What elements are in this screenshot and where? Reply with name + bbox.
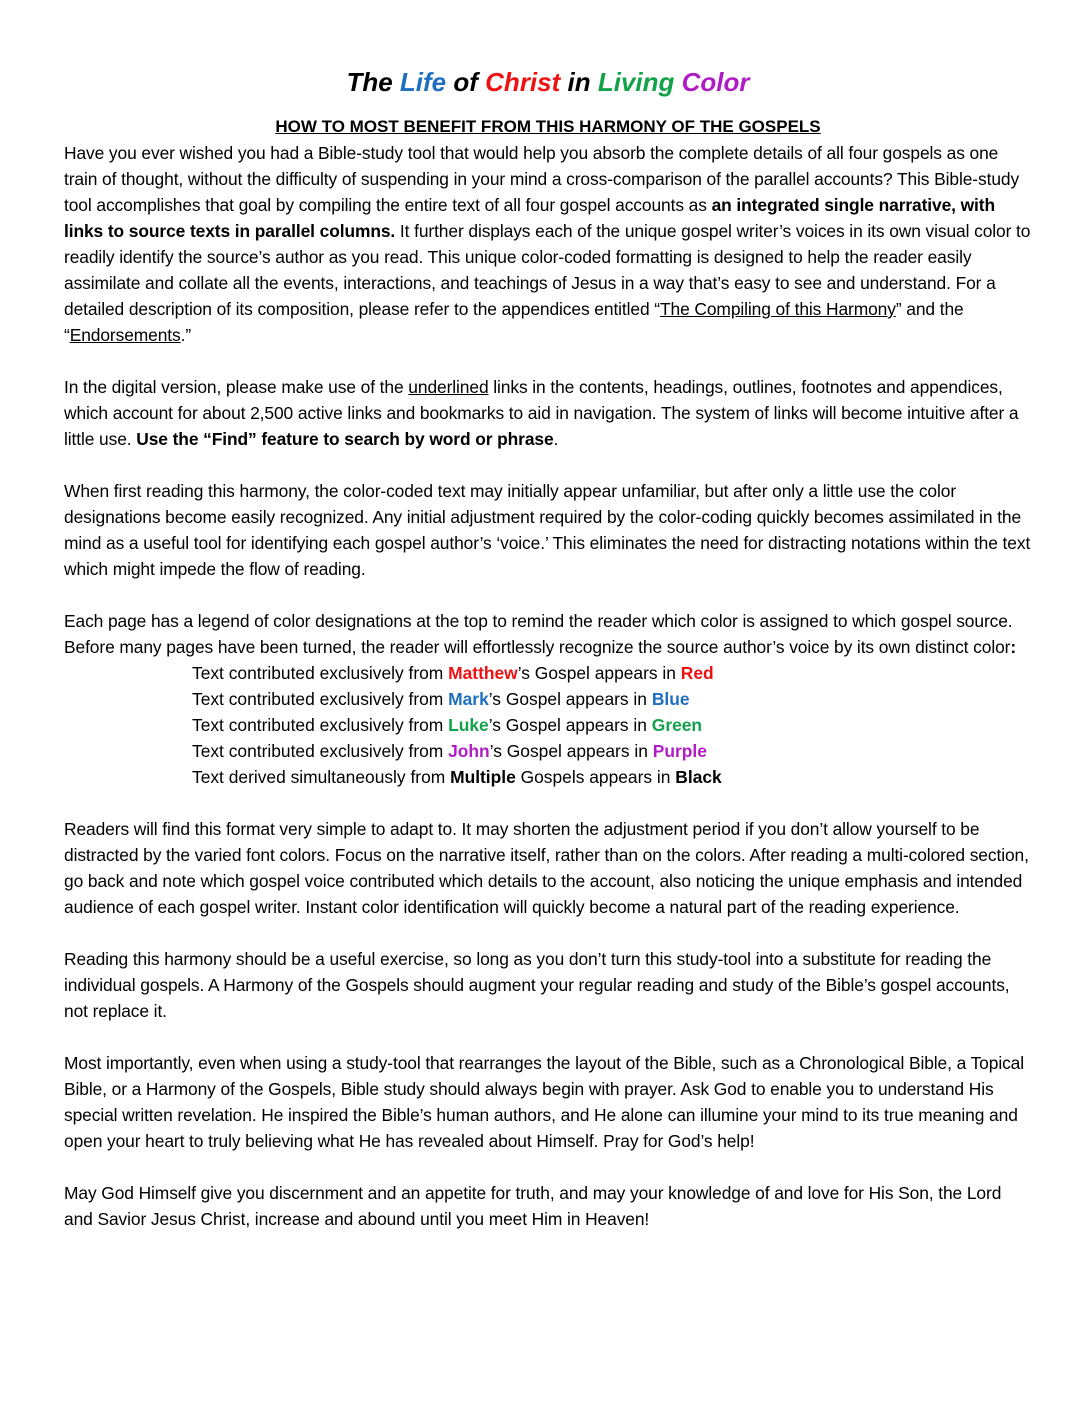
text: Text contributed exclusively from (192, 663, 449, 683)
text: It further displays each of the unique gospel writer’s voices in its own visual color to readily identify the source’s author as you read. This unique color-coded formatting is designed to help the reader easily assimilate and collate all the events, interactions, and teachings of Jesus in a way that’s easy to see and understand. For a detailed description of its composition, please refer to the appendices entitled “ (64, 221, 1031, 319)
paragraph-useful-exercise: Reading this harmony should be a useful exercise, so long as you don’t turn this study-tool into a substitute for reading the individual gospels. A Harmony of the Gospels should augment your regular reading and study of the Bible’s gospel accounts, not replace it. (64, 949, 1010, 1021)
title-word-of: of (446, 67, 486, 97)
link-underlined[interactable]: underlined (408, 377, 489, 397)
paragraph-adapt: Readers will find this format very simple to adapt to. It may shorten the adjustment period if you don’t allow yourself to be distracted by the varied font colors. Focus on the narrative itself, rather than on the colors. After reading a multi-colored section, go back and note which gospel voice contributed which details to the account, also noticing the unique emphasis and intended audience of each gospel writer. Instant color identification will quickly become a natural part of the reading experience. (64, 819, 1029, 917)
text: links in the contents, headings, outlines, footnotes and appendices, which account for about 2,500 active links and bookmarks to aid in navigation. The system of links will become intuitive after a little use. (64, 377, 1019, 449)
text: .” (180, 325, 192, 345)
link-compiling-harmony[interactable]: The Compiling of this Harmony (660, 299, 896, 319)
document-page (64, 62, 1032, 1258)
text: . (553, 429, 559, 449)
bold-text: an integrated single narrative, with links to source texts in parallel columns. (64, 195, 996, 241)
paragraph-intro (64, 140, 1032, 348)
gospel-name: Mark (448, 689, 489, 709)
title-word-life: Life (399, 67, 447, 97)
text: ” and the “ (64, 299, 964, 345)
text: Text derived simultaneously from (192, 767, 451, 787)
title-word-color: Color (674, 67, 750, 97)
bold-text: : (1010, 637, 1017, 657)
gospel-name: Multiple (450, 767, 516, 787)
text: ’s Gospel appears in (488, 715, 652, 735)
color-name: Blue (651, 689, 690, 709)
legend-item-luke (192, 712, 1032, 738)
text: Have you ever wished you had a Bible-study tool that would help you absorb the complete details of all four gospels as one train of thought, without the difficulty of suspending in your mind a cross-comparison of the parallel accounts? This Bible-study tool accomplishes that goal by compiling the entire text of all four gospel accounts as (64, 143, 1020, 215)
legend-item-john (192, 738, 1032, 764)
text: ’s Gospel appears in (517, 663, 681, 683)
gospel-name: Matthew (448, 663, 518, 683)
paragraph-digital (64, 374, 1032, 452)
legend-item-mark (192, 686, 1032, 712)
section-heading: HOW TO MOST BENEFIT FROM THIS HARMONY OF THE GOSPELS (275, 117, 821, 136)
text: Gospels appears in (515, 767, 676, 787)
text: ’s Gospel appears in (489, 741, 653, 761)
paragraph-closing: May God Himself give you discernment and an appetite for truth, and may your knowledge of and love for His Son, the Lord and Savior Jesus Christ, increase and abound until you meet Him in Heaven! (64, 1183, 1002, 1229)
gospel-name: Luke (448, 715, 489, 735)
link-endorsements[interactable]: Endorsements (69, 325, 181, 345)
color-name: Black (675, 767, 722, 787)
color-name: Red (680, 663, 714, 683)
text: ’s Gospel appears in (488, 689, 652, 709)
legend-item-multiple (192, 764, 1032, 790)
paragraph-legend-intro (64, 608, 1032, 660)
document-title (64, 62, 1032, 102)
bold-text: Use the “Find” feature to search by word or phrase (136, 429, 554, 449)
gospel-name: John (448, 741, 490, 761)
text: Each page has a legend of color designations at the top to remind the reader which color is assigned to which gospel source. Before many pages have been turned, the reader will effortlessly recognize the source author’s voice by its own distinct color (64, 611, 1013, 657)
color-name: Purple (652, 741, 707, 761)
text: Text contributed exclusively from (192, 715, 449, 735)
title-word-the: The (346, 67, 400, 97)
legend-item-matthew (192, 660, 1032, 686)
title-word-living: Living (597, 67, 675, 97)
text: Text contributed exclusively from (192, 741, 449, 761)
text: Text contributed exclusively from (192, 689, 449, 709)
title-word-christ: Christ (485, 67, 561, 97)
title-word-in: in (560, 67, 598, 97)
paragraph-color-coding: When first reading this harmony, the color-coded text may initially appear unfamiliar, but after only a little use the color designations become easily recognized. Any initial adjustment required by the color-coding quickly becomes assimilated in the mind as a useful tool for identifying each gospel author’s ‘voice.’ This eliminates the need for distracting notations within the text which might impede the flow of reading. (64, 481, 1031, 579)
color-legend (192, 660, 1032, 790)
paragraph-prayer: Most importantly, even when using a study-tool that rearranges the layout of the Bible, such as a Chronological Bible, a Topical Bible, or a Harmony of the Gospels, Bible study should always begin with prayer. Ask God to enable you to understand His special written revelation. He inspired the Bible’s human authors, and He alone can illumine your mind to its true meaning and open your heart to truly believing what He has revealed about Himself. Pray for God’s help! (64, 1053, 1025, 1151)
text: In the digital version, please make use of the (64, 377, 409, 397)
color-name: Green (651, 715, 703, 735)
